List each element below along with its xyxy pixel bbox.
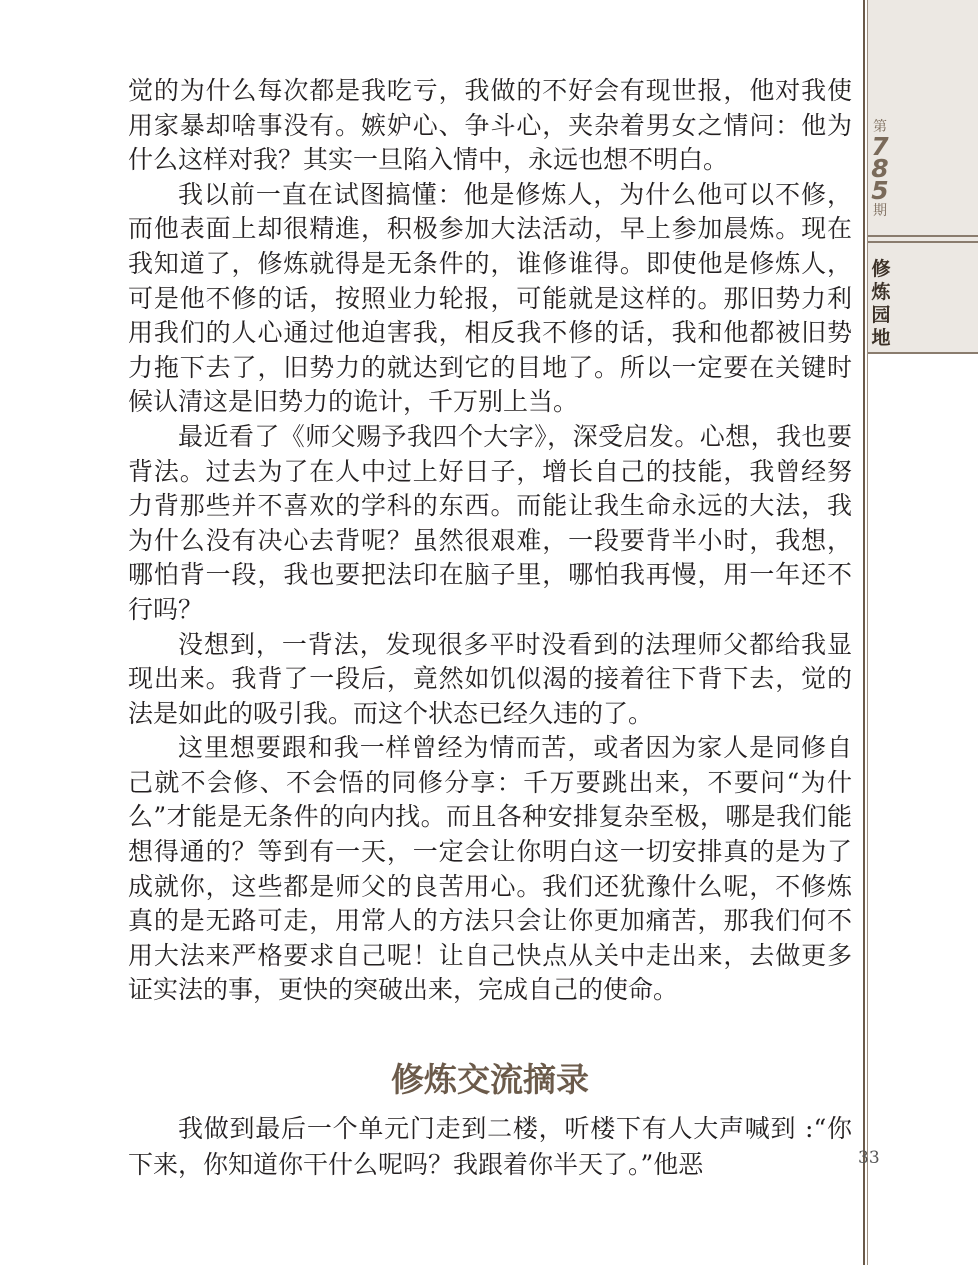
paragraph-3: 最近看了《师父赐予我四个大字》，深受启发。心想，我也要背法。过去为了在人中过上好日子，增长自己的技能，我曾经努力背那些并不喜欢的学科的东西。而能让我生命永远的大法，我为什么没有决心去背呢？虽然很艰难，一段要背半小时，我想，哪怕背一段，我也要把法印在脑子里，哪怕我再慢，用一年还不行吗？ <box>128 421 852 624</box>
issue-digit: 8 <box>871 154 889 183</box>
issue-prefix: 第 <box>873 119 887 135</box>
column-char: 地 <box>871 327 891 349</box>
issue-digit: 7 <box>871 132 889 161</box>
column-char: 修 <box>871 258 891 280</box>
column-char: 园 <box>871 304 891 326</box>
section-title: 修炼交流摘录 <box>391 1060 589 1099</box>
paragraph-2: 我以前一直在试图搞懂：他是修炼人，为什么他可以不修，而他表面上却很精進，积极参加大法活动，早上参加晨炼。现在我知道了，修炼就得是无条件的，谁修谁得。即使他是修炼人，可是他不修的话，按照业力轮报，可能就是这样的。那旧势力利用我们的人心通过他迫害我，相反我不修的话，我和他都被旧势力拖下去了，旧势力的就达到它的目地了。所以一定要在关键时候认清这是旧势力的诡计，千万别上当。 <box>128 179 852 417</box>
column-char: 炼 <box>871 281 891 303</box>
column-name <box>870 258 892 350</box>
section-paragraph: 我做到最后一个单元门走到二楼，听楼下有人大声喊到 :“你下来，你知道你干什么呢吗？我跟着你半天了。”他恶 <box>128 1114 852 1179</box>
article-body <box>128 74 852 1008</box>
sidebar-divider <box>868 235 978 243</box>
paragraph-1: 觉的为什么每次都是我吃亏，我做的不好会有现世报，他对我使用家暴却啥事没有。嫉妒心、争斗心，夹杂着男女之情问：他为什么这样对我？其实一旦陷入情中，永远也想不明白。 <box>128 76 852 175</box>
section-body <box>128 1111 852 1183</box>
paragraph-4: 没想到，一背法，发现很多平时没看到的法理师父都给我显现出来。我背了一段后，竟然如饥似渴的接着往下背下去，觉的法是如此的吸引我。而这个状态已经久违的了。 <box>128 629 852 728</box>
issue-suffix: 期 <box>873 203 887 219</box>
paragraph-5: 这里想要跟和我一样曾经为情而苦，或者因为家人是同修自己就不会修、不会悟的同修分享：千万要跳出来，不要问“为什么”才能是无条件的向内找。而且各种安排复杂至极，哪是我们能想得通的？等到有一天，一定会让你明白这一切安排真的是为了成就你，这些都是师父的良苦用心。我们还犹豫什么呢，不修炼真的是无路可走，用常人的方法只会让你更加痛苦，那我们何不用大法来严格要求自己呢！让自己快点从关中走出来，去做更多证实法的事，更快的突破出来，完成自己的使命。 <box>128 733 852 1005</box>
issue-number <box>868 132 892 205</box>
margin-rule <box>863 0 865 1265</box>
issue-label <box>868 118 892 220</box>
page-number: 33 <box>858 1148 880 1168</box>
issue-digit: 5 <box>871 176 889 205</box>
